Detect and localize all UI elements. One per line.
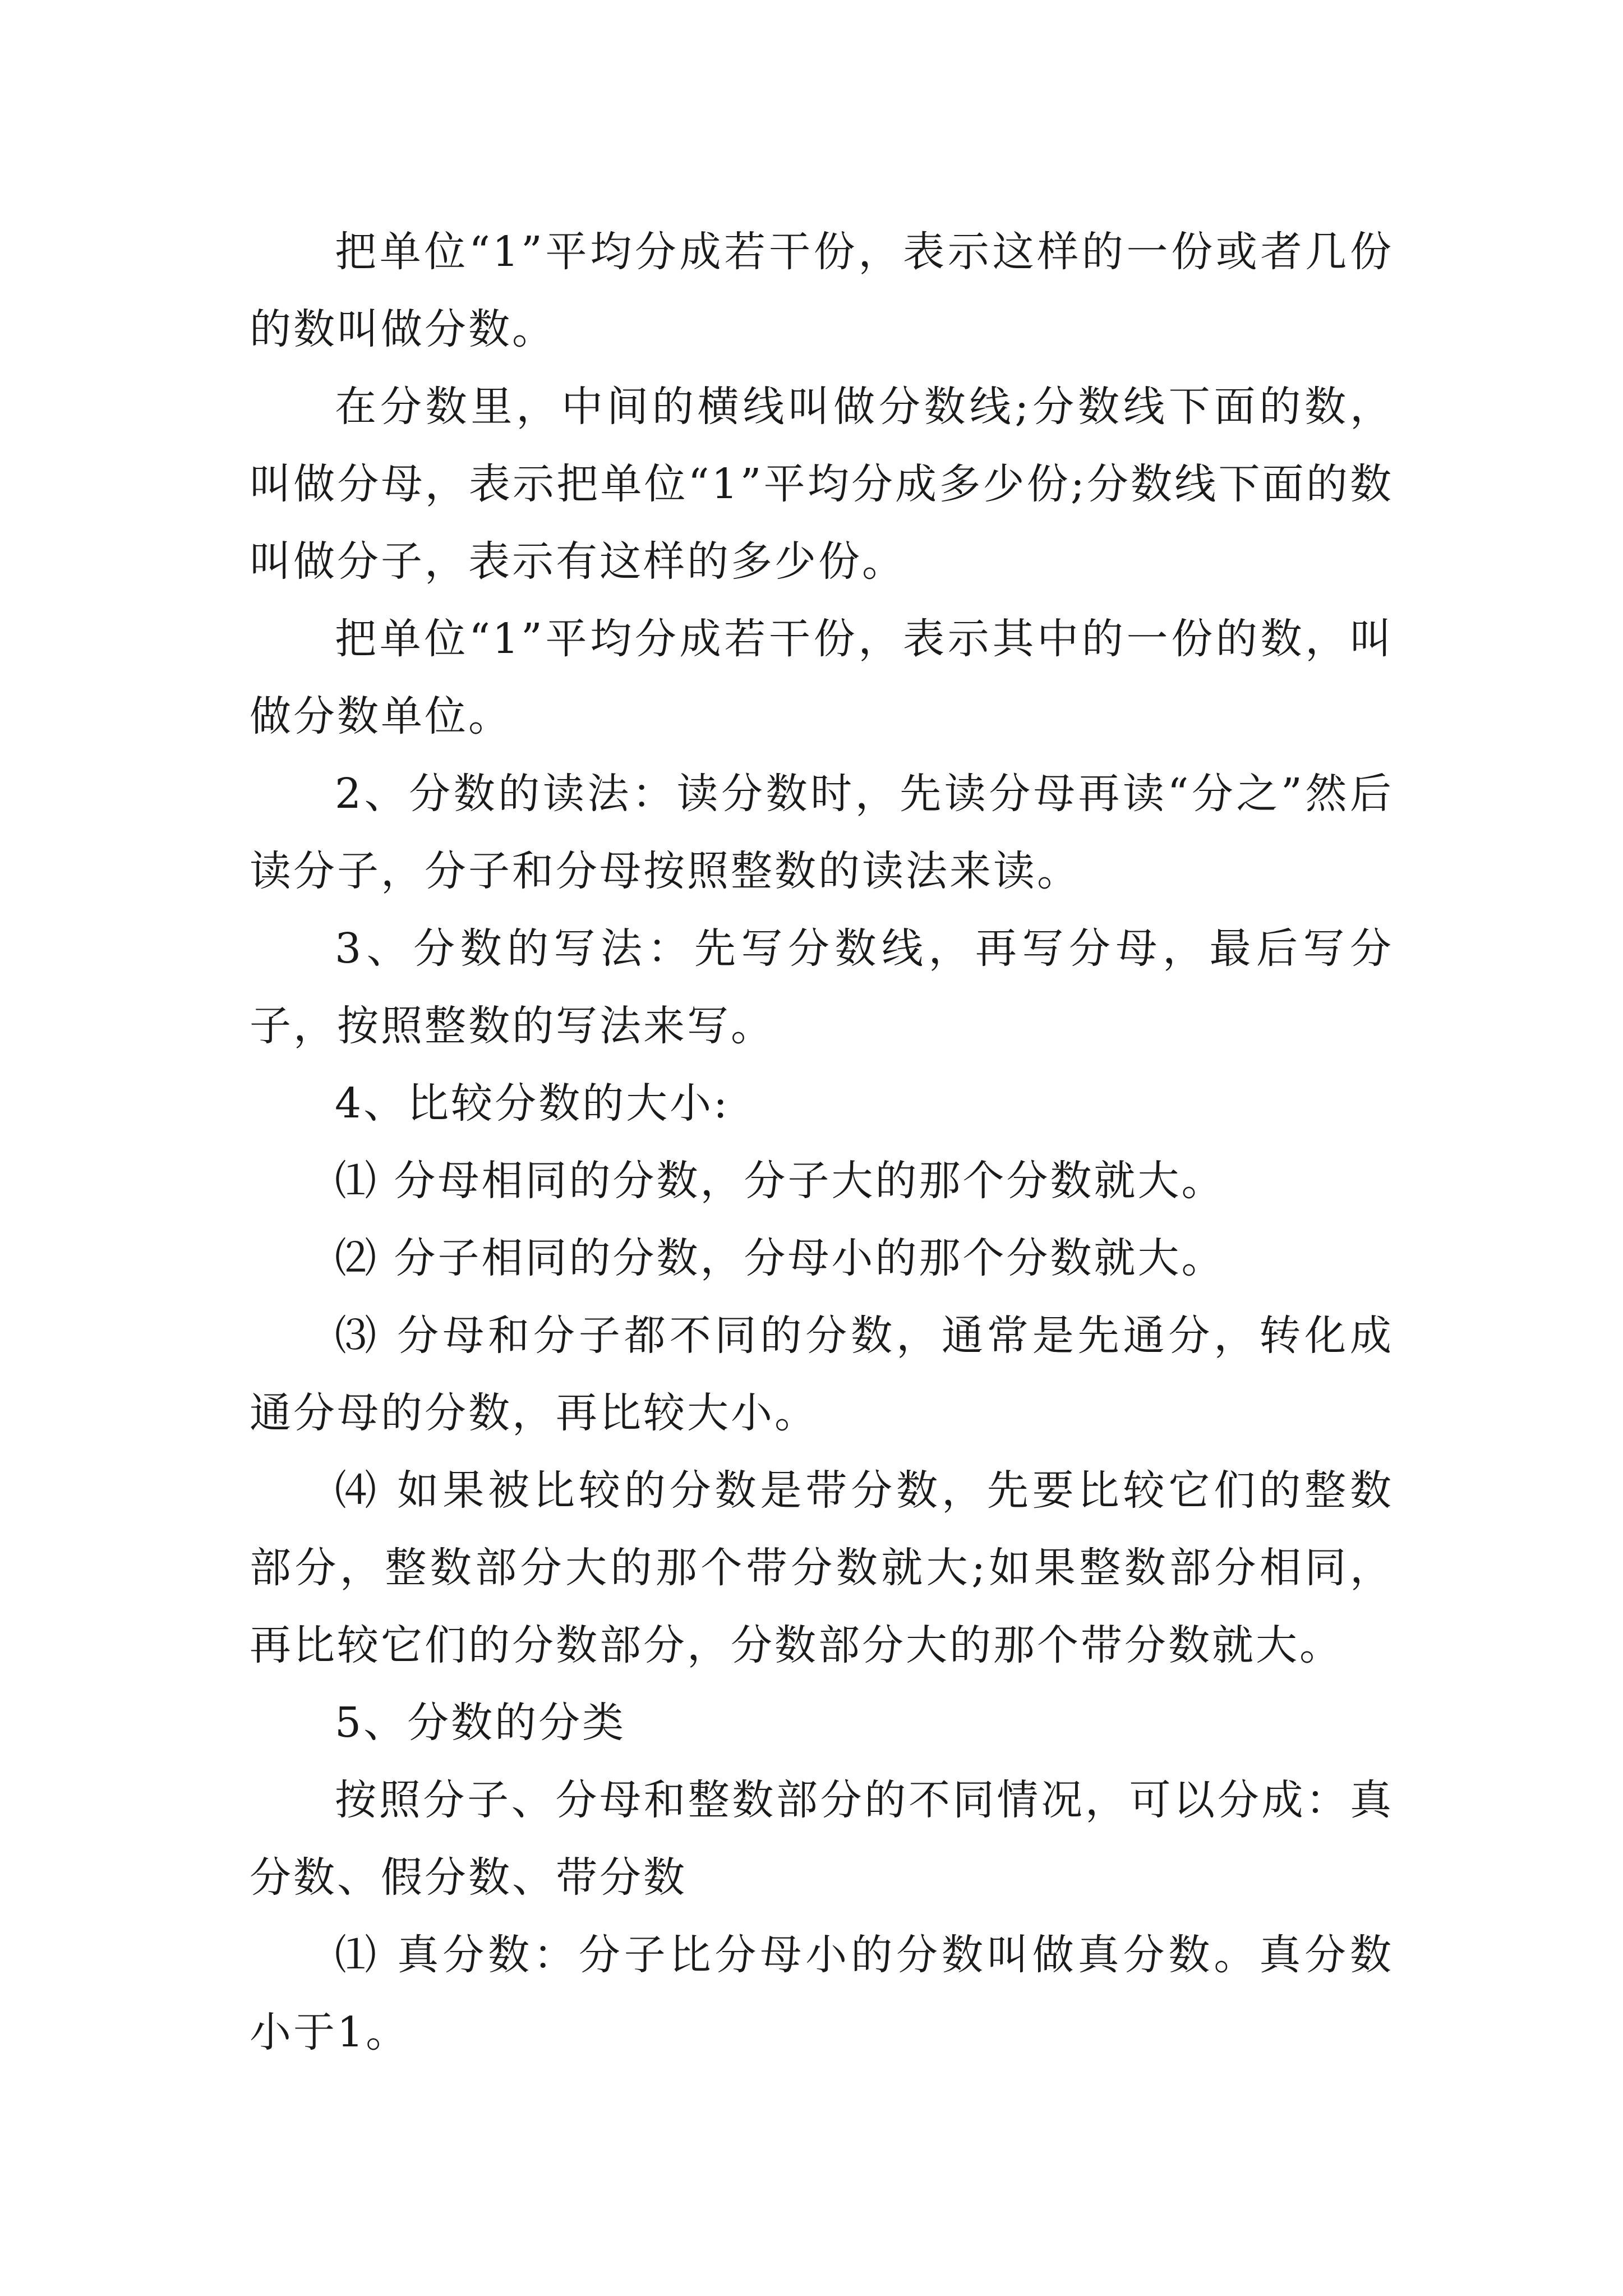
paragraph-compare-rule-3: ⑶ 分母和分子都不同的分数，通常是先通分，转化成通分母的分数，再比较大小。 [250, 1312, 1394, 1437]
paragraph-classification-intro: 按照分子、分母和整数部分的不同情况，可以分成：真分数、假分数、带分数 [250, 1776, 1394, 1902]
paragraph-fraction-unit: 把单位“1”平均分成若干份，表示其中的一份的数，叫做分数单位。 [250, 615, 1394, 740]
paragraph-proper-fraction: ⑴ 真分数：分子比分母小的分数叫做真分数。真分数小于1。 [250, 1931, 1394, 2056]
paragraph-fraction-definition: 把单位“1”平均分成若干份，表示这样的一份或者几份的数叫做分数。 [250, 228, 1394, 353]
paragraph-numerator-denominator: 在分数里，中间的横线叫做分数线;分数线下面的数，叫做分母，表示把单位“1”平均分成多少份;分数线下面的数叫做分子，表示有这样的多少份。 [250, 383, 1394, 586]
paragraph-comparing-heading: 4、比较分数的大小: [335, 1079, 730, 1128]
paragraph-reading-fractions: 2、分数的读法：读分数时，先读分母再读“分之”然后读分子，分子和分母按照整数的读法来读。 [250, 770, 1394, 895]
paragraph-compare-rule-4: ⑷ 如果被比较的分数是带分数，先要比较它们的整数部分，整数部分大的那个带分数就大;如果整数部分相同，再比较它们的分数部分，分数部分大的那个带分数就大。 [250, 1466, 1394, 1669]
paragraph-writing-fractions: 3、分数的写法：先写分数线，再写分母，最后写分子，按照整数的写法来写。 [250, 924, 1394, 1050]
paragraph-compare-rule-1: ⑴ 分母相同的分数，分子大的那个分数就大。 [335, 1157, 1225, 1205]
document-body [250, 213, 1394, 2071]
paragraph-compare-rule-2: ⑵ 分子相同的分数，分母小的那个分数就大。 [335, 1234, 1225, 1282]
paragraph-classification-heading: 5、分数的分类 [335, 1699, 626, 1747]
